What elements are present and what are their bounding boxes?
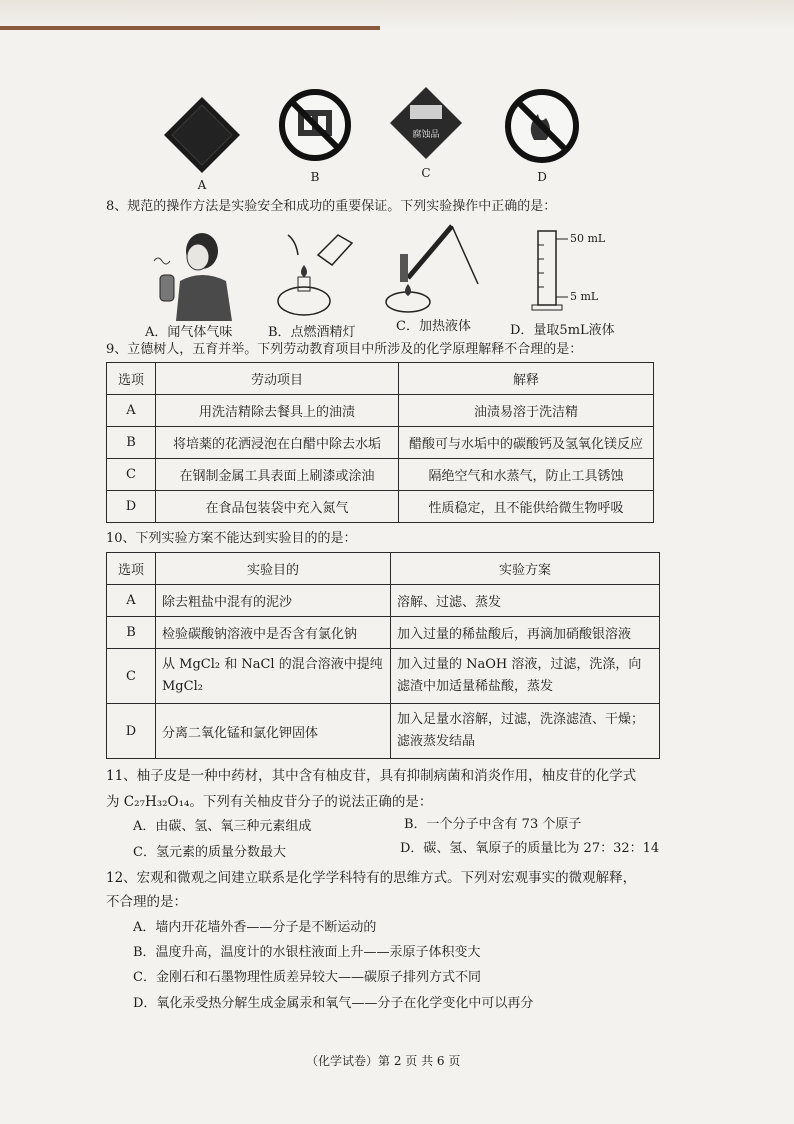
q10-table [106, 552, 660, 759]
symbol-a-black-diamond [160, 95, 244, 175]
q11-option-a: A．由碳、氢、氧三种元素组成 [133, 819, 312, 834]
q8-a-smelling-illustration [140, 225, 240, 321]
q8-c-heating-liquid-illustration [378, 218, 486, 318]
table-cell [391, 704, 660, 759]
q8-stem: 8、规范的操作方法是实验安全和成功的重要保证。下列实验操作中正确的是： [106, 199, 557, 214]
q11-stem-line2: 为 C₂₇H₃₂O₁₄。下列有关柚皮苷分子的说法正确的是： [106, 794, 433, 810]
table-cell: 隔绝空气和水蒸气，防止工具锈蚀 [399, 459, 654, 491]
table-cell: 用洗洁精除去餐具上的油渍 [156, 395, 399, 427]
table-cell: D [107, 704, 156, 759]
table-cell: 在食品包装袋中充入氮气 [156, 491, 399, 523]
q8-option-c: C．加热液体 [396, 319, 471, 334]
table-row [107, 617, 660, 649]
symbol-c-text: 腐蚀品 [412, 130, 440, 140]
q8-cylinder-top-label: 50 mL [570, 232, 606, 245]
symbol-d-label: D [537, 170, 547, 184]
table-cell: 加入过量的稀盐酸后，再滴加硝酸银溶液 [391, 617, 660, 649]
table-cell: 分离二氧化锰和氯化钾固体 [156, 704, 391, 759]
page-footer: （化学试卷）第 2 页 共 6 页 [306, 1054, 461, 1068]
table-cell: 醋酸可与水垢中的碳酸钙及氢氧化镁反应 [399, 427, 654, 459]
q12-stem-line1: 12、宏观和微观之间建立联系是化学学科特有的思维方式。下列对宏观事实的微观解释， [106, 870, 637, 886]
table-cell: C [107, 649, 156, 704]
header-cell: 解释 [399, 363, 654, 395]
table-cell: 将培薬的花洒浸泡在白醋中除去水垢 [156, 427, 399, 459]
table-cell: A [107, 395, 156, 427]
top-stripe [0, 26, 380, 30]
table-cell: 除去粗盐中混有的泥沙 [156, 585, 391, 617]
q10-stem: 10、下列实验方案不能达到实验目的的是： [106, 531, 357, 546]
table-row [107, 459, 654, 491]
q12-option-c: C．金刚石和石墨物理性质差异较大——碳原子排列方式不同 [133, 970, 481, 985]
q11-option-b: B．一个分子中含有 73 个原子 [404, 817, 582, 832]
table-cell [391, 649, 660, 704]
header-cell: 选项 [107, 363, 156, 395]
table-row [107, 704, 660, 759]
cell-line: 加入过量的 NaOH 溶液，过滤，洗涤，向 [397, 657, 642, 672]
table-row [107, 395, 654, 427]
q8-option-d: D．量取5mL液体 [510, 323, 615, 338]
q12-option-d: D．氧化汞受热分解生成金属汞和氧气——分子在化学变化中可以再分 [133, 996, 534, 1011]
q9-table [106, 362, 654, 523]
q8-option-b: B．点燃酒精灯 [268, 325, 356, 340]
symbol-b-no-littering-icon [278, 88, 352, 162]
header-cell: 实验目的 [156, 553, 391, 585]
q9-stem: 9、立德树人，五育并举。下列劳动教育项目中所涉及的化学原理解释不合理的是： [106, 342, 583, 357]
table-cell: 油渍易溶于洗洁精 [399, 395, 654, 427]
cell-line: 滤渣中加适量稀盐酸，蒸发 [397, 679, 554, 694]
symbol-c-label: C [421, 166, 431, 180]
q8-b-alcohol-lamp-illustration [268, 225, 356, 319]
q8-option-a: A．闻气体气味 [145, 325, 233, 340]
table-cell: B [107, 427, 156, 459]
q12-stem-line2: 不合理的是： [106, 894, 187, 910]
table-cell: B [107, 617, 156, 649]
header-cell: 选项 [107, 553, 156, 585]
header-cell: 劳动项目 [156, 363, 399, 395]
q11-option-c: C．氢元素的质量分数最大 [133, 845, 286, 860]
table-header-row [107, 553, 660, 585]
table-cell: 溶解、过滤、蒸发 [391, 585, 660, 617]
symbol-a-label: A [197, 178, 207, 192]
table-cell: 检验碳酸钠溶液中是否含有氯化钠 [156, 617, 391, 649]
q11-stem-line1: 11、柚子皮是一种中药材，其中含有柚皮苷，具有抑制病菌和消炎作用，柚皮苷的化学式 [106, 768, 637, 784]
q11-option-d: D．碳、氢、氧原子的质量比为 27：32：14 [400, 841, 660, 856]
table-row [107, 585, 660, 617]
table-row [107, 427, 654, 459]
page-top-edge [0, 0, 794, 30]
table-cell: A [107, 585, 156, 617]
table-cell [156, 649, 391, 704]
table-row [107, 491, 654, 523]
table-cell: 性质稳定，且不能供给微生物呼吸 [399, 491, 654, 523]
header-cell: 实验方案 [391, 553, 660, 585]
symbol-b-label: B [310, 170, 320, 184]
table-header-row [107, 363, 654, 395]
table-cell: 在钢制金属工具表面上刷漆或涂油 [156, 459, 399, 491]
cell-line: MgCl₂ [162, 679, 203, 694]
cell-line: 滤液蒸发结晶 [397, 734, 476, 749]
table-row [107, 649, 660, 704]
table-cell: D [107, 491, 156, 523]
cell-line: 从 MgCl₂ 和 NaCl 的混合溶液中提纯 [162, 657, 383, 672]
table-cell: C [107, 459, 156, 491]
symbol-c-corrosive-icon [388, 85, 464, 161]
q12-option-b: B．温度升高，温度计的水银柱液面上升——汞原子体积变大 [133, 945, 481, 960]
symbol-d-no-fire-icon [504, 88, 580, 164]
q8-cylinder-bottom-label: 5 mL [570, 290, 599, 303]
cell-line: 加入足量水溶解，过滤，洗涤滤渣、干燥； [397, 712, 645, 727]
q12-option-a: A．墙内开花墙外香——分子是不断运动的 [133, 920, 377, 935]
